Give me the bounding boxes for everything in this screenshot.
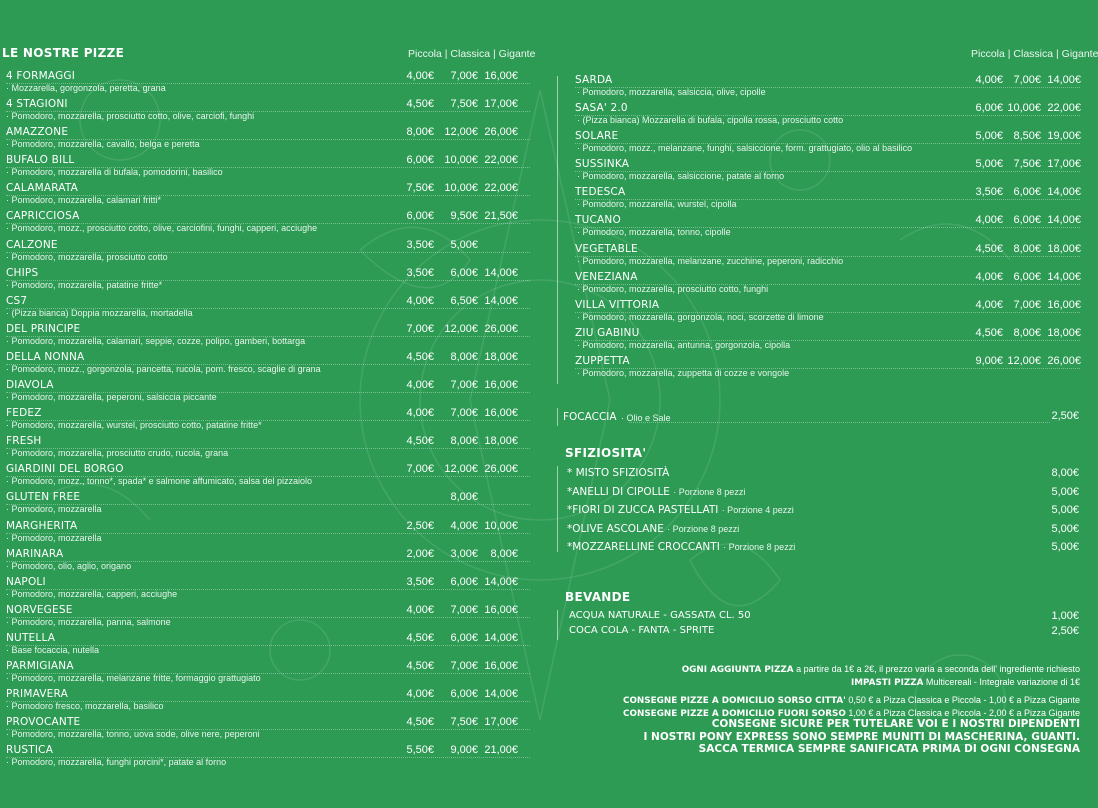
item-name: ACQUA NATURALE - GASSATA CL. 50 [569, 610, 751, 621]
price-piccola: 4,50€ [406, 435, 434, 448]
price-gigante: 26,00€ [484, 463, 518, 476]
item-description: · Pomodoro, mozzarella, zuppetta di cozze e vongole [577, 367, 790, 378]
price-gigante: 14,00€ [484, 294, 518, 307]
menu-item [0, 520, 530, 548]
item-name: SARDA [575, 74, 613, 86]
menu-item [0, 463, 530, 491]
item-name: DEL PRINCIPE [6, 322, 81, 335]
note-aggiunta-text: a partire da 1€ a 2€, il prezzo varia a seconda dell' ingrediente richiesto [793, 664, 1080, 674]
focaccia-name: FOCACCIA [563, 411, 617, 423]
item-name [567, 504, 794, 516]
item-name [567, 541, 795, 553]
note-impasti-text: Multicereali - Integrale variazione di 1€ [923, 676, 1080, 687]
item-name-text: * MISTO SFIZIOSITÀ [567, 467, 670, 479]
bevanda-item [555, 610, 1080, 625]
price-piccola: 4,50€ [975, 326, 1003, 339]
price-classica: 7,00€ [450, 70, 478, 82]
item-description: · Pomodoro, mozzarella, patatine fritte* [6, 279, 163, 290]
item-description: · Pomodoro, mozzarella [6, 504, 102, 515]
price-classica: 6,00€ [1013, 270, 1041, 283]
focaccia-row [555, 410, 1080, 426]
menu-item [0, 435, 530, 463]
item-name: CHIPS [6, 266, 39, 279]
item-name: SUSSINKA [575, 158, 630, 171]
price-piccola: 4,00€ [406, 688, 434, 701]
price-gigante: 22,00€ [484, 154, 518, 167]
item-name: CALZONE [6, 238, 58, 251]
item-name [567, 486, 745, 498]
price-classica: 8,00€ [450, 491, 478, 504]
menu-item [555, 130, 1080, 158]
item-description: · (Pizza bianca) Mozzarella di bufala, cipolla rossa, prosciutto cotto [577, 115, 844, 126]
item-name: VENEZIANA [575, 270, 638, 283]
price-classica: 6,00€ [450, 575, 478, 588]
price-classica: 7,00€ [1013, 298, 1041, 311]
item-price: 5,00€ [1051, 485, 1079, 498]
sfiziosita-item [555, 541, 1080, 560]
price-classica: 8,50€ [1013, 130, 1041, 143]
price-gigante: 17,00€ [484, 716, 518, 729]
item-name: NAPOLI [6, 575, 46, 588]
menu-item [555, 355, 1080, 383]
price-classica: 9,00€ [450, 744, 478, 757]
price-piccola: 4,00€ [406, 379, 434, 392]
menu-item [0, 604, 530, 632]
price-gigante: 14,00€ [484, 575, 518, 588]
item-name: NORVEGESE [6, 603, 73, 616]
item-name: ZIU GABINU [575, 326, 640, 339]
sfiziosita-item [555, 486, 1080, 505]
menu-item [555, 299, 1080, 327]
item-name-text: *ANELLI DI CIPOLLE [567, 485, 670, 498]
price-gigante: 16,00€ [484, 407, 518, 420]
menu-item [555, 158, 1080, 186]
section-title-sfiziosita: SFIZIOSITA' [565, 446, 647, 460]
price-gigante: 16,00€ [484, 603, 518, 616]
price-classica: 7,50€ [450, 716, 478, 729]
price-classica: 10,00€ [444, 154, 478, 167]
item-name: TUCANO [575, 214, 621, 227]
menu-item [555, 102, 1080, 130]
menu-item [0, 632, 530, 660]
focaccia-desc: · Olio e Sale [621, 413, 671, 423]
menu-item [0, 98, 530, 126]
price-piccola: 4,00€ [975, 74, 1003, 86]
price-gigante: 26,00€ [1047, 354, 1081, 367]
item-price: 5,00€ [1051, 522, 1079, 535]
price-classica: 6,00€ [450, 266, 478, 279]
item-name-text: *OLIVE ASCOLANE [567, 522, 664, 535]
price-gigante: 18,00€ [1047, 242, 1081, 255]
item-description: · Pomodoro, mozzarella, salsiccione, patate al forno [577, 171, 785, 182]
price-classica: 10,00€ [1007, 102, 1041, 115]
menu-item [0, 126, 530, 154]
menu-item [0, 154, 530, 182]
item-name: SOLARE [575, 130, 619, 143]
item-name: PARMIGIANA [6, 659, 74, 672]
price-classica: 6,00€ [450, 631, 478, 644]
item-description: · Pomodoro, mozzarella, calamari, seppie, cozze, polipo, gamberi, bottarga [6, 335, 306, 346]
item-description: · Pomodoro, mozzarella, calamari fritti* [6, 195, 162, 206]
item-name: 4 FORMAGGI [6, 70, 76, 82]
item-description: · Pomodoro, mozzarella, prosciutto cotto [6, 251, 168, 262]
price-classica: 8,00€ [1013, 242, 1041, 255]
item-name: MARGHERITA [6, 519, 78, 532]
item-name: VILLA VITTORIA [575, 298, 660, 311]
price-piccola: 4,50€ [406, 716, 434, 729]
size-header-right: Piccola | Classica | Gigante [971, 48, 1098, 60]
item-name: DELLA NONNA [6, 350, 85, 363]
price-classica: 9,50€ [450, 210, 478, 223]
right-header [555, 44, 1098, 62]
sfiziosita-item [555, 467, 1080, 486]
note-consegne-citta-bold: CONSEGNE PIZZE A DOMICILIO SORSO CITTA' [622, 696, 846, 706]
price-piccola: 3,50€ [406, 266, 434, 279]
item-price: 8,00€ [1051, 467, 1079, 479]
menu-item [555, 74, 1080, 102]
item-name: SASA' 2.0 [575, 102, 628, 115]
price-piccola: 4,50€ [406, 98, 434, 111]
menu-item [0, 716, 530, 744]
price-piccola: 4,00€ [406, 294, 434, 307]
price-gigante: 18,00€ [484, 435, 518, 448]
item-name-text: *MOZZARELLINE CROCCANTI [567, 541, 720, 553]
price-gigante: 14,00€ [1047, 214, 1081, 227]
price-piccola: 7,00€ [406, 463, 434, 476]
price-gigante: 19,00€ [1047, 130, 1081, 143]
price-classica: 7,50€ [450, 98, 478, 111]
price-gigante: 16,00€ [484, 659, 518, 672]
section-title-bevande: BEVANDE [565, 590, 631, 604]
menu-item [0, 351, 530, 379]
price-classica: 7,50€ [1013, 158, 1041, 171]
price-piccola: 4,00€ [406, 70, 434, 82]
price-piccola: 4,00€ [975, 270, 1003, 283]
item-name: AMAZZONE [6, 126, 69, 139]
item-description: · Pomodoro, mozzarella, peperoni, salsiccia piccante [6, 392, 217, 403]
item-description: · Pomodoro, mozzarella, cavallo, belga e peretta [6, 139, 200, 150]
price-classica: 7,00€ [450, 659, 478, 672]
menu-item [555, 243, 1080, 271]
price-piccola: 4,00€ [406, 603, 434, 616]
price-gigante: 22,00€ [1047, 102, 1081, 115]
price-gigante: 14,00€ [484, 688, 518, 701]
price-classica: 6,50€ [450, 294, 478, 307]
menu-item [0, 323, 530, 351]
menu-item [0, 688, 530, 716]
price-classica: 12,00€ [1007, 354, 1041, 367]
menu-item [0, 182, 530, 210]
item-price: 5,00€ [1051, 541, 1079, 553]
price-gigante: 8,00€ [490, 547, 518, 560]
price-piccola: 8,00€ [406, 126, 434, 139]
menu-item [0, 576, 530, 604]
menu-item [0, 295, 530, 323]
price-gigante: 16,00€ [1047, 298, 1081, 311]
item-description: · Pomodoro, mozzarella, tonno, cipolle [577, 227, 731, 238]
left-header [0, 44, 536, 62]
price-piccola: 4,50€ [406, 350, 434, 363]
price-piccola: 3,50€ [406, 575, 434, 588]
item-description: · Pomodoro, mozzarella, melanzane, zucchine, peperoni, radicchio [577, 255, 844, 266]
price-classica: 6,00€ [1013, 214, 1041, 227]
price-classica: 5,00€ [450, 238, 478, 251]
price-classica: 8,00€ [450, 350, 478, 363]
item-name: CALAMARATA [6, 182, 79, 195]
item-name: GIARDINI DEL BORGO [6, 463, 124, 476]
sfiziosita-list [555, 467, 1080, 560]
price-classica: 8,00€ [450, 435, 478, 448]
item-description: · Pomodoro, mozz., tonno*, spada* e salmone affumicato, salsa del pizzaiolo [6, 476, 312, 487]
price-classica: 12,00€ [444, 322, 478, 335]
price-classica: 4,00€ [450, 519, 478, 532]
price-classica: 8,00€ [1013, 326, 1041, 339]
note-aggiunta [555, 664, 1080, 677]
item-description: · Pomodoro, mozz., melanzane, funghi, salsiccione, form. grattugiato, olio al basilico [577, 143, 913, 154]
note-consegne-citta-text: 0,50 € a Pizza Classica e Piccola - 1,00 € a Pizza Gigante [845, 695, 1080, 705]
price-classica: 12,00€ [444, 463, 478, 476]
item-description: · Mozzarella, gorgonzola, peretta, grana [6, 83, 166, 93]
item-name: GLUTEN FREE [6, 491, 81, 504]
price-piccola: 7,50€ [406, 182, 434, 195]
item-name [567, 467, 669, 479]
item-portion: · Porzione 8 pezzi [673, 486, 746, 497]
menu-item [0, 267, 530, 295]
section-title-pizze: LE NOSTRE PIZZE [2, 46, 125, 60]
price-classica: 7,00€ [450, 379, 478, 392]
note-impasti [555, 677, 1080, 690]
item-description: · (Pizza bianca) Doppia mozzarella, mortadella [6, 307, 193, 318]
item-portion: · Porzione 4 pezzi [721, 505, 794, 515]
price-gigante: 26,00€ [484, 322, 518, 335]
price-piccola: 4,00€ [975, 298, 1003, 311]
price-piccola: 7,00€ [406, 322, 434, 335]
menu-item [555, 214, 1080, 242]
price-classica: 7,00€ [450, 603, 478, 616]
item-description: · Pomodoro, mozzarella di bufala, pomodorini, basilico [6, 167, 223, 178]
price-gigante: 22,00€ [484, 182, 518, 195]
price-classica: 7,00€ [1013, 74, 1041, 86]
item-description: · Pomodoro, mozzarella, salsiccia, olive, cipolle [577, 87, 766, 97]
item-name: COCA COLA - FANTA - SPRITE [569, 625, 715, 636]
price-piccola: 2,50€ [406, 519, 434, 532]
price-piccola: 3,50€ [406, 238, 434, 251]
focaccia-price: 2,50€ [1051, 410, 1079, 422]
price-classica: 10,00€ [444, 182, 478, 195]
menu-item [555, 271, 1080, 299]
price-piccola: 4,00€ [975, 214, 1003, 227]
item-name: PRIMAVERA [6, 688, 68, 701]
item-description: · Pomodoro, mozzarella, wurstel, cipolla [577, 199, 737, 210]
item-name [567, 523, 739, 535]
price-piccola: 4,00€ [406, 407, 434, 420]
price-piccola: 2,00€ [406, 547, 434, 560]
bevanda-item [555, 625, 1080, 640]
sfiziosita-item [555, 523, 1080, 542]
menu-item [0, 379, 530, 407]
item-description: · Pomodoro, mozzarella, wurstel, prosciutto cotto, patatine fritte* [6, 420, 262, 431]
price-classica: 6,00€ [450, 688, 478, 701]
price-gigante: 14,00€ [1047, 74, 1081, 86]
price-piccola: 4,50€ [975, 242, 1003, 255]
price-piccola: 6,00€ [406, 210, 434, 223]
price-gigante: 18,00€ [1047, 326, 1081, 339]
item-description: · Pomodoro, mozzarella, funghi porcini*, patate al forno [6, 757, 227, 768]
item-name: RUSTICA [6, 744, 54, 757]
price-piccola: 6,00€ [975, 102, 1003, 115]
price-gigante: 18,00€ [484, 350, 518, 363]
item-name-text: *FIORI DI ZUCCA PASTELLATI [567, 504, 719, 516]
item-description: · Pomodoro, olio, aglio, origano [6, 560, 132, 571]
item-description: · Pomodoro, mozzarella, prosciutto crudo, rucola, grana [6, 448, 229, 459]
price-piccola: 6,00€ [406, 154, 434, 167]
item-portion: · Porzione 8 pezzi [723, 542, 796, 552]
safety-line: SACCA TERMICA SEMPRE SANIFICATA PRIMA DI OGNI CONSEGNA [698, 743, 1080, 755]
item-price: 5,00€ [1051, 504, 1079, 516]
safety-line: I NOSTRI PONY EXPRESS SONO SEMPRE MUNITI DI MASCHERINA, GUANTI. [643, 730, 1080, 743]
menu-item [0, 407, 530, 435]
price-piccola: 5,00€ [975, 130, 1003, 143]
menu-item [555, 186, 1080, 214]
price-gigante: 10,00€ [484, 519, 518, 532]
price-piccola: 4,50€ [406, 659, 434, 672]
item-name: VEGETABLE [575, 242, 638, 255]
item-name: FRESH [6, 435, 42, 448]
item-name: FEDEZ [6, 407, 42, 420]
item-name: 4 STAGIONI [6, 98, 68, 111]
item-name: CS7 [6, 294, 28, 307]
menu-item [0, 744, 530, 772]
item-name: CAPRICCIOSA [6, 210, 80, 223]
item-description: · Pomodoro, mozz., gorgonzola, pancetta, rucola, pom. fresco, scaglie di grana [6, 363, 321, 374]
item-name: DIAVOLA [6, 379, 54, 392]
item-price: 2,50€ [1051, 625, 1079, 637]
item-name: PROVOCANTE [6, 716, 81, 729]
item-description: · Pomodoro fresco, mozzarella, basilico [6, 701, 164, 712]
price-gigante: 26,00€ [484, 126, 518, 139]
price-piccola: 3,50€ [975, 186, 1003, 199]
note-impasti-bold: IMPASTI PIZZA [850, 677, 924, 688]
price-classica: 6,00€ [1013, 186, 1041, 199]
price-gigante: 14,00€ [484, 266, 518, 279]
item-description: · Pomodoro, mozzarella, antunna, gorgonzola, cipolla [577, 339, 791, 350]
menu-item [555, 327, 1080, 355]
price-gigante: 21,50€ [484, 210, 518, 223]
price-classica: 12,00€ [444, 126, 478, 139]
price-gigante: 14,00€ [1047, 270, 1081, 283]
price-gigante: 14,00€ [484, 631, 518, 644]
price-gigante: 17,00€ [484, 98, 518, 111]
menu-item [0, 491, 530, 519]
item-name: BUFALO BILL [6, 154, 75, 167]
item-description: · Pomodoro, mozzarella, capperi, acciughe [6, 588, 178, 599]
menu-item [0, 70, 530, 98]
note-consegne-fuori-bold: CONSEGNE PIZZE A DOMICILIO FUORI SORSO [623, 708, 846, 719]
price-piccola: 5,00€ [975, 158, 1003, 171]
price-gigante: 16,00€ [484, 379, 518, 392]
price-piccola: 5,50€ [406, 744, 434, 757]
notes-block [555, 664, 1080, 720]
item-name: MARINARA [6, 547, 64, 560]
item-description: · Pomodoro, mozzarella, panna, salmone [6, 616, 171, 627]
price-gigante: 17,00€ [1047, 158, 1081, 171]
price-classica: 7,00€ [450, 407, 478, 420]
note-consegne-fuori-text: 1,00 € a Pizza Classica e Piccola - 2,00 € a Pizza Gigante [845, 707, 1080, 718]
menu-item [0, 210, 530, 238]
menu-item [0, 548, 530, 576]
price-classica: 3,00€ [450, 547, 478, 560]
safety-line: CONSEGNE SICURE PER TUTELARE VOI E I NOSTRI DIPENDENTI [711, 718, 1080, 730]
bevande-list [555, 610, 1080, 640]
price-gigante: 14,00€ [1047, 186, 1081, 199]
item-description: · Pomodoro, mozzarella, gorgonzola, noci, scorzette di limone [577, 311, 824, 322]
sfiziosita-item [555, 504, 1080, 523]
menu-item [0, 660, 530, 688]
item-description: · Pomodoro, mozz., prosciutto cotto, olive, carciofini, funghi, capperi, acciughe [6, 223, 318, 234]
price-gigante: 21,00€ [484, 744, 518, 757]
item-price: 1,00€ [1051, 610, 1079, 622]
item-description: · Pomodoro, mozzarella, prosciutto cotto, funghi [577, 283, 769, 294]
item-name: NUTELLA [6, 631, 56, 644]
menu-item [0, 239, 530, 267]
item-description: · Pomodoro, mozzarella, tonno, uova sode, olive nere, peperoni [6, 729, 260, 740]
leader-dots [629, 422, 1050, 423]
price-piccola: 4,50€ [406, 631, 434, 644]
pizza-list-right [555, 74, 1080, 383]
pizza-list-left [0, 70, 530, 772]
price-gigante: 16,00€ [484, 70, 518, 82]
item-name: ZUPPETTA [575, 354, 630, 367]
note-aggiunta-bold: OGNI AGGIUNTA PIZZA [681, 665, 794, 675]
safety-notice [555, 718, 1080, 756]
size-header: Piccola | Classica | Gigante [408, 48, 536, 60]
note-consegne-citta [555, 695, 1080, 708]
item-name: TEDESCA [575, 186, 626, 199]
item-description: · Pomodoro, mozzarella [6, 532, 102, 543]
item-description: · Pomodoro, mozzarella, melanzane fritte, formaggio grattugiato [6, 672, 261, 683]
price-piccola: 9,00€ [975, 354, 1003, 367]
item-description: · Pomodoro, mozzarella, prosciutto cotto, olive, carciofi, funghi [6, 111, 255, 122]
item-description: · Base focaccia, nutella [6, 644, 100, 655]
item-portion: · Porzione 8 pezzi [667, 523, 740, 534]
